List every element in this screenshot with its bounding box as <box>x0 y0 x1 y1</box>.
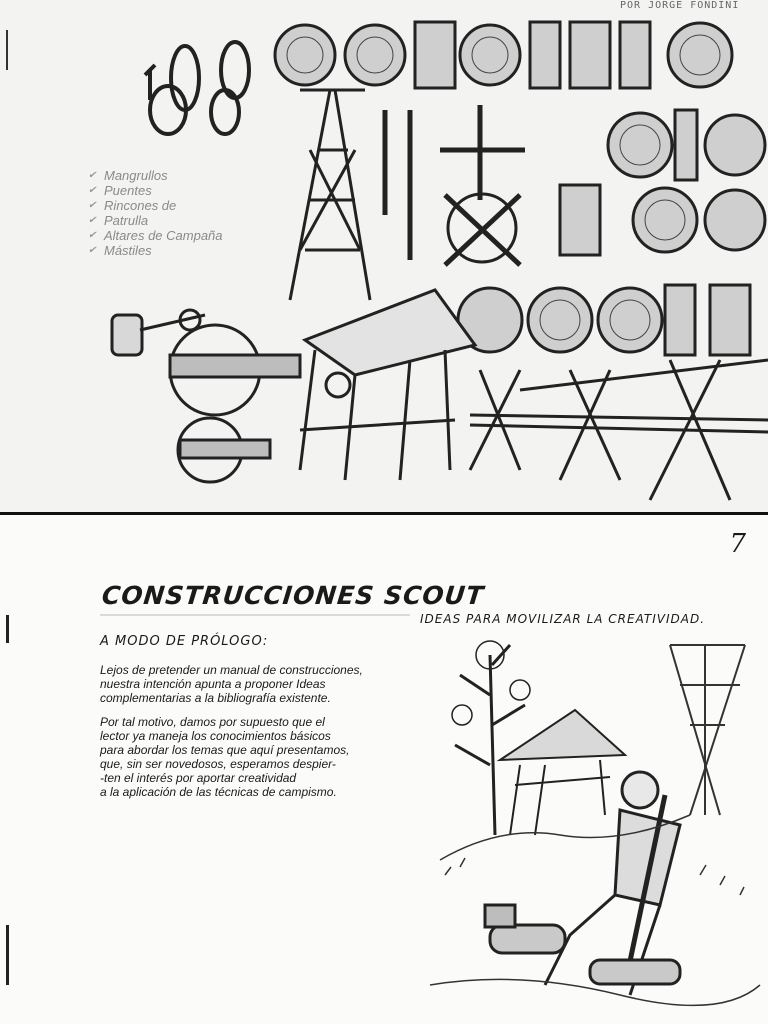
text-line: que, sin ser novedosos, esperamos despier- <box>100 757 336 771</box>
log-lashing-illustration <box>170 325 300 482</box>
topic-item: ✔ Altares de Campaña <box>88 228 274 243</box>
topics-list <box>88 168 274 258</box>
bridge-illustration <box>470 360 768 500</box>
scout-illustration <box>0 515 768 1024</box>
log-illustration <box>485 905 680 984</box>
prologue-heading: A MODO DE PRÓLOGO: <box>100 634 269 649</box>
tower-illustration <box>290 90 370 300</box>
page-number: 7 <box>729 529 746 559</box>
page-subtitle: IDEAS PARA MOVILIZAR LA CREATIVIDAD. <box>420 612 706 626</box>
topic-item: ✔ Puentes <box>88 183 274 198</box>
text-line: -ten el interés por aportar creatividad <box>100 771 297 785</box>
topic-item: ✔ Patrulla <box>88 213 274 228</box>
tree-illustration <box>452 641 530 835</box>
topic-item: ✔ Mástiles <box>88 243 274 258</box>
text-line: para abordar los temas que aquí presentamos, <box>100 743 350 757</box>
lashing-cross-illustration <box>385 105 525 265</box>
text-line: lector ya maneja los conocimientos básicos <box>100 729 331 743</box>
rope-knot-illustration <box>145 42 249 134</box>
text-line: Por tal motivo, damos por supuesto que el <box>100 715 325 729</box>
text-line: complementarias a la bibliografía existente. <box>100 691 331 705</box>
author-credit: POR JORGE FONDINI <box>620 0 740 11</box>
interior-page <box>0 515 768 1024</box>
text-line: a la aplicación de las técnicas de campismo. <box>100 785 337 799</box>
page-title: CONSTRUCCIONES SCOUT <box>100 581 486 610</box>
text-line: Lejos de pretender un manual de construcciones, <box>100 663 363 677</box>
title-art <box>275 22 765 355</box>
hut-illustration <box>300 290 475 480</box>
tower-illustration <box>670 645 745 815</box>
topic-item: ✔ Rincones de <box>88 198 274 213</box>
topic-item: ✔ Mangrullos <box>88 168 274 183</box>
text-line: nuestra intención apunta a proponer Ideas <box>100 677 326 691</box>
shelter-illustration <box>500 710 625 835</box>
